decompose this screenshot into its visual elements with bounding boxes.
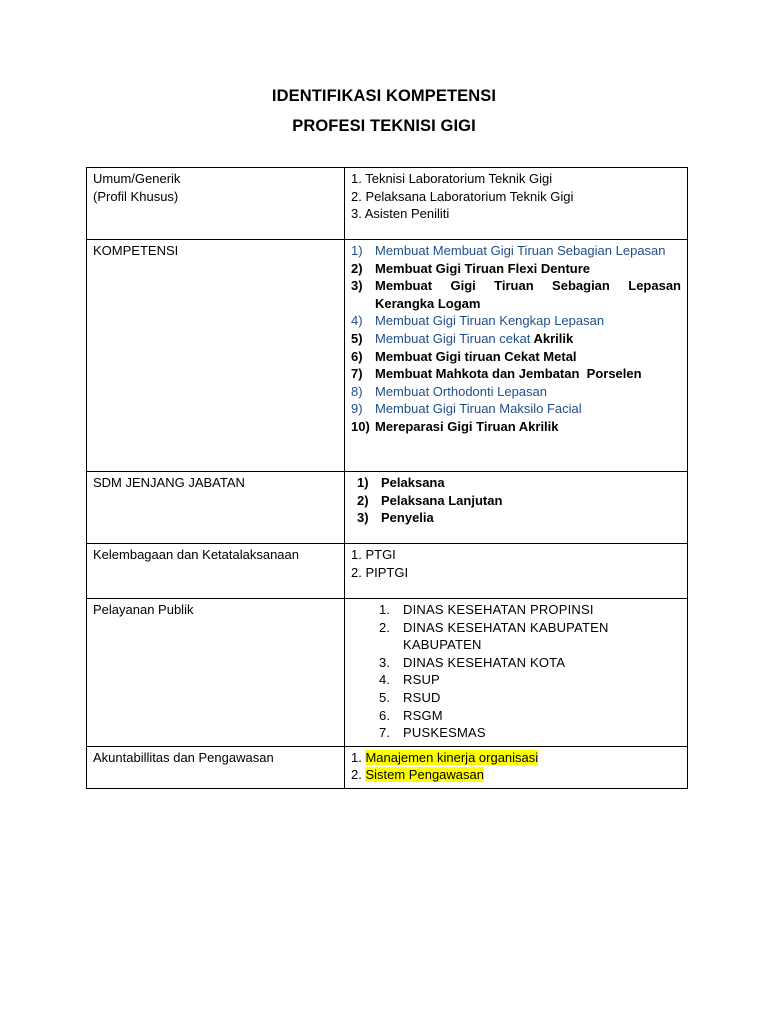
- list-number: 5.: [379, 689, 391, 705]
- list-item: [351, 689, 681, 707]
- list-text: [375, 330, 681, 348]
- list-item: [351, 330, 681, 348]
- list-item: [351, 654, 681, 672]
- list-text: Membuat Gigi Tiruan Maksilo Facial: [375, 401, 582, 417]
- list-item: [351, 400, 681, 418]
- list-item: [351, 671, 681, 689]
- competency-table: [86, 167, 688, 789]
- list-item: [351, 418, 681, 436]
- list-item: [351, 383, 681, 401]
- list-item: 1. Teknisi Laboratorium Teknik Gigi: [351, 171, 553, 186]
- accountability-list: [351, 749, 681, 784]
- list-text: RSGM: [403, 707, 443, 723]
- row-label-kompetensi: KOMPETENSI: [87, 240, 345, 472]
- list-number: 2): [357, 492, 369, 508]
- list-text: Membuat Mahkota dan Jembatan Porselen: [375, 366, 642, 382]
- list-item: [351, 766, 681, 784]
- position-list: [351, 474, 681, 527]
- list-text: DINAS KESEHATAN KOTA: [403, 654, 566, 670]
- list-number: 2): [351, 260, 363, 276]
- list-text: Pelaksana: [381, 475, 445, 490]
- document-subtitle: PROFESI TEKNISI GIGI: [292, 117, 476, 135]
- list-text: Membuat Membuat Gigi Tiruan Sebagian Lepasan: [375, 243, 666, 258]
- list-item: [351, 242, 681, 260]
- table-row-kompetensi: [87, 240, 688, 472]
- list-item: [351, 601, 681, 619]
- list-number: 7.: [379, 725, 391, 741]
- table-row-kelembagaan: [87, 544, 688, 599]
- list-item: [351, 348, 681, 366]
- list-number: 10): [351, 418, 370, 434]
- list-item: 1. PTGI: [351, 547, 396, 562]
- list-item: [351, 509, 681, 527]
- row-label-akuntabilitas: Akuntabillitas dan Pengawasan: [87, 746, 345, 788]
- list-number: 4.: [379, 672, 391, 688]
- list-item: 2. Pelaksana Laboratorium Teknik Gigi: [351, 188, 574, 204]
- list-number: 2.: [379, 619, 391, 635]
- row-label-line: (Profil Khusus): [93, 188, 179, 204]
- profile-list: [351, 170, 681, 223]
- list-text: Membuat Orthodonti Lepasan: [375, 383, 547, 399]
- list-number: 3): [357, 510, 369, 526]
- list-item: 2. PIPTGI: [351, 564, 409, 580]
- list-number: 3.: [379, 654, 391, 670]
- row-value-umum: [345, 168, 688, 240]
- list-text: DINAS KESEHATAN KABUPATEN KABUPATEN: [403, 619, 609, 653]
- row-label-sdm: SDM JENJANG JABATAN: [87, 472, 345, 544]
- highlighted-text: Sistem Pengawasan: [365, 767, 484, 783]
- list-text: PUSKESMAS: [403, 725, 486, 741]
- list-item: [351, 492, 681, 510]
- list-item: [351, 619, 681, 654]
- list-number: 3): [351, 278, 363, 294]
- row-label-umum: [87, 168, 345, 240]
- list-item: [351, 312, 681, 330]
- list-text: Pelaksana Lanjutan: [381, 492, 503, 508]
- list-number: 7): [351, 366, 363, 382]
- row-label-line: Umum/Generik: [93, 171, 181, 186]
- table-row-pelayanan: [87, 599, 688, 747]
- list-item: [351, 365, 681, 383]
- list-number: 1): [351, 243, 363, 258]
- table-row-sdm: [87, 472, 688, 544]
- list-item: [351, 707, 681, 725]
- list-text-highlighted: Membuat Gigi Tiruan cekat: [375, 330, 531, 346]
- list-number: 8): [351, 383, 363, 399]
- list-number: 6): [351, 348, 363, 364]
- list-text: Membuat Gigi Tiruan Sebagian Lepasan Kerangka Logam: [375, 278, 681, 311]
- list-text: Mereparasi Gigi Tiruan Akrilik: [375, 418, 559, 434]
- list-text: Membuat Gigi Tiruan Flexi Denture: [375, 260, 591, 276]
- institution-list: [351, 546, 681, 581]
- row-value-pelayanan: [345, 599, 688, 747]
- list-text-rest: Akrilik: [530, 330, 574, 346]
- list-text: DINAS KESEHATAN PROPINSI: [403, 602, 594, 617]
- list-number: 4): [351, 313, 363, 329]
- list-number: 9): [351, 401, 363, 417]
- row-value-kompetensi: [345, 240, 688, 472]
- list-text: Membuat Gigi Tiruan Kengkap Lepasan: [375, 313, 605, 329]
- highlighted-text: Manajemen kinerja organisasi: [365, 749, 539, 765]
- document-title: IDENTIFIKASI KOMPETENSI: [271, 87, 497, 105]
- competency-list: [351, 242, 681, 436]
- row-value-kelembagaan: [345, 544, 688, 599]
- list-number: 1): [357, 475, 369, 490]
- table-row-akuntabilitas: [87, 746, 688, 788]
- row-value-sdm: [345, 472, 688, 544]
- list-number: 5): [351, 330, 363, 346]
- list-number: 6.: [379, 707, 391, 723]
- list-item: [351, 260, 681, 278]
- list-text: RSUD: [403, 689, 441, 705]
- list-number: 2.: [351, 767, 366, 783]
- list-number: 1.: [351, 749, 366, 765]
- row-label-pelayanan: Pelayanan Publik: [87, 599, 345, 747]
- table-row-umum: [87, 168, 688, 240]
- list-number: 1.: [379, 602, 391, 617]
- row-label-kelembagaan: Kelembagaan dan Ketatalaksanaan: [87, 544, 345, 599]
- public-service-list: [351, 601, 681, 742]
- list-item: [351, 474, 681, 492]
- row-value-akuntabilitas: [345, 746, 688, 788]
- list-item: [351, 724, 681, 742]
- list-item: 3. Asisten Peniliti: [351, 206, 450, 222]
- list-text: RSUP: [403, 672, 440, 688]
- list-item: [351, 749, 681, 767]
- list-item: [351, 277, 681, 312]
- list-text: Penyelia: [381, 510, 434, 526]
- list-text: Membuat Gigi tiruan Cekat Metal: [375, 348, 577, 364]
